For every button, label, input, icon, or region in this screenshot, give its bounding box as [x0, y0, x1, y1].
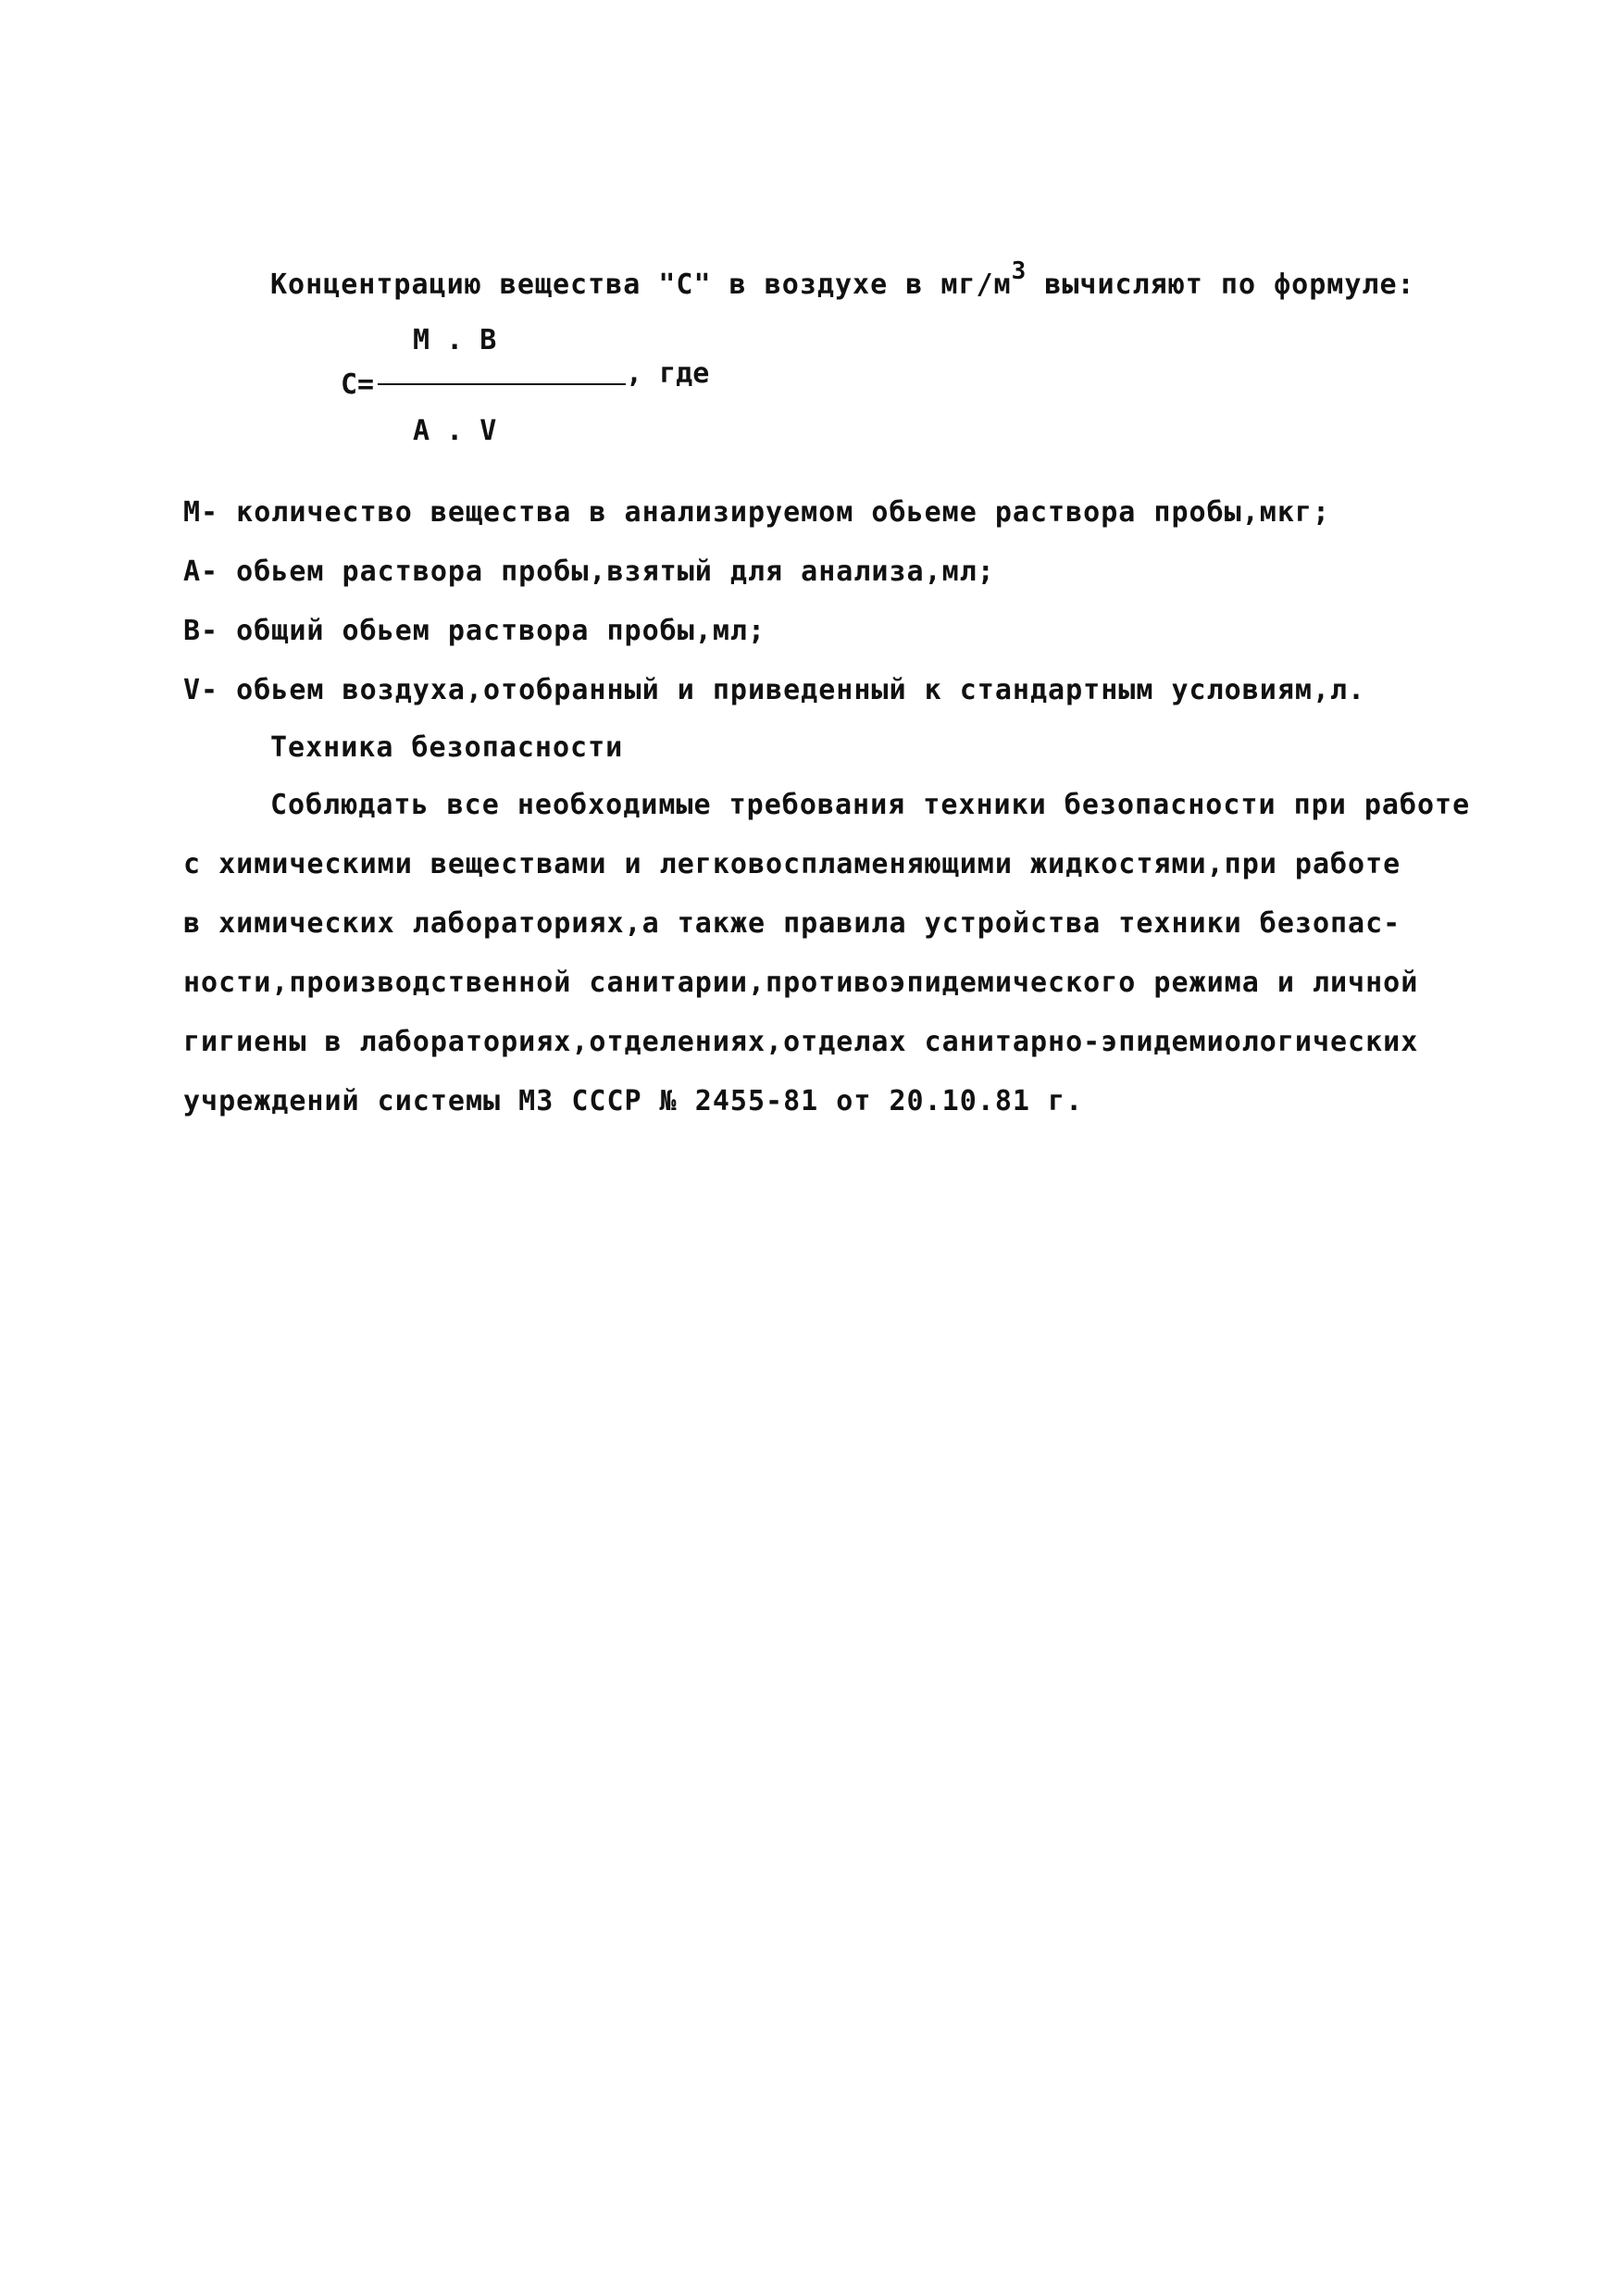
formula-numerator: М . В	[413, 324, 497, 356]
safety-paragraph-line: в химических лабораториях,а также правила устройства техники безопас-	[183, 907, 1401, 940]
formula-denominator: А . V	[413, 415, 497, 447]
safety-paragraph-line: с химическими веществами и легковоспламеняющими жидкостями,при работе	[183, 848, 1401, 880]
safety-paragraph-line: учреждений системы МЗ СССР № 2455-81 от 20.10.81 г.	[183, 1085, 1084, 1117]
formula-lhs: С=	[341, 368, 375, 401]
definition-b: В- общий обьем раствора пробы,мл;	[183, 615, 766, 647]
intro-text: Концентрацию вещества "С" в воздухе в мг/м	[270, 268, 1012, 301]
definition-v: V- обьем воздуха,отобранный и приведенный к стандартным условиям,л.	[183, 674, 1366, 706]
safety-heading: Техника безопасности	[270, 731, 624, 764]
formula-suffix: , где	[626, 357, 710, 390]
fraction-bar	[378, 383, 626, 385]
definition-a: А- обьем раствора пробы,взятый для анализа,мл;	[183, 555, 995, 588]
intro-superscript: 3	[1011, 257, 1027, 285]
intro-text-end: вычисляют по формуле:	[1027, 268, 1415, 301]
definition-m: М- количество вещества в анализируемом обьеме раствора пробы,мкг;	[183, 496, 1330, 529]
safety-paragraph-line: Соблюдать все необходимые требования техники безопасности при работе	[270, 789, 1471, 821]
safety-paragraph-line: ности,производственной санитарии,противоэпидемического режима и личной	[183, 967, 1419, 999]
safety-paragraph-line: гигиены в лабораториях,отделениях,отделах санитарно-эпидемиологических	[183, 1026, 1419, 1058]
intro-line	[270, 257, 1415, 303]
